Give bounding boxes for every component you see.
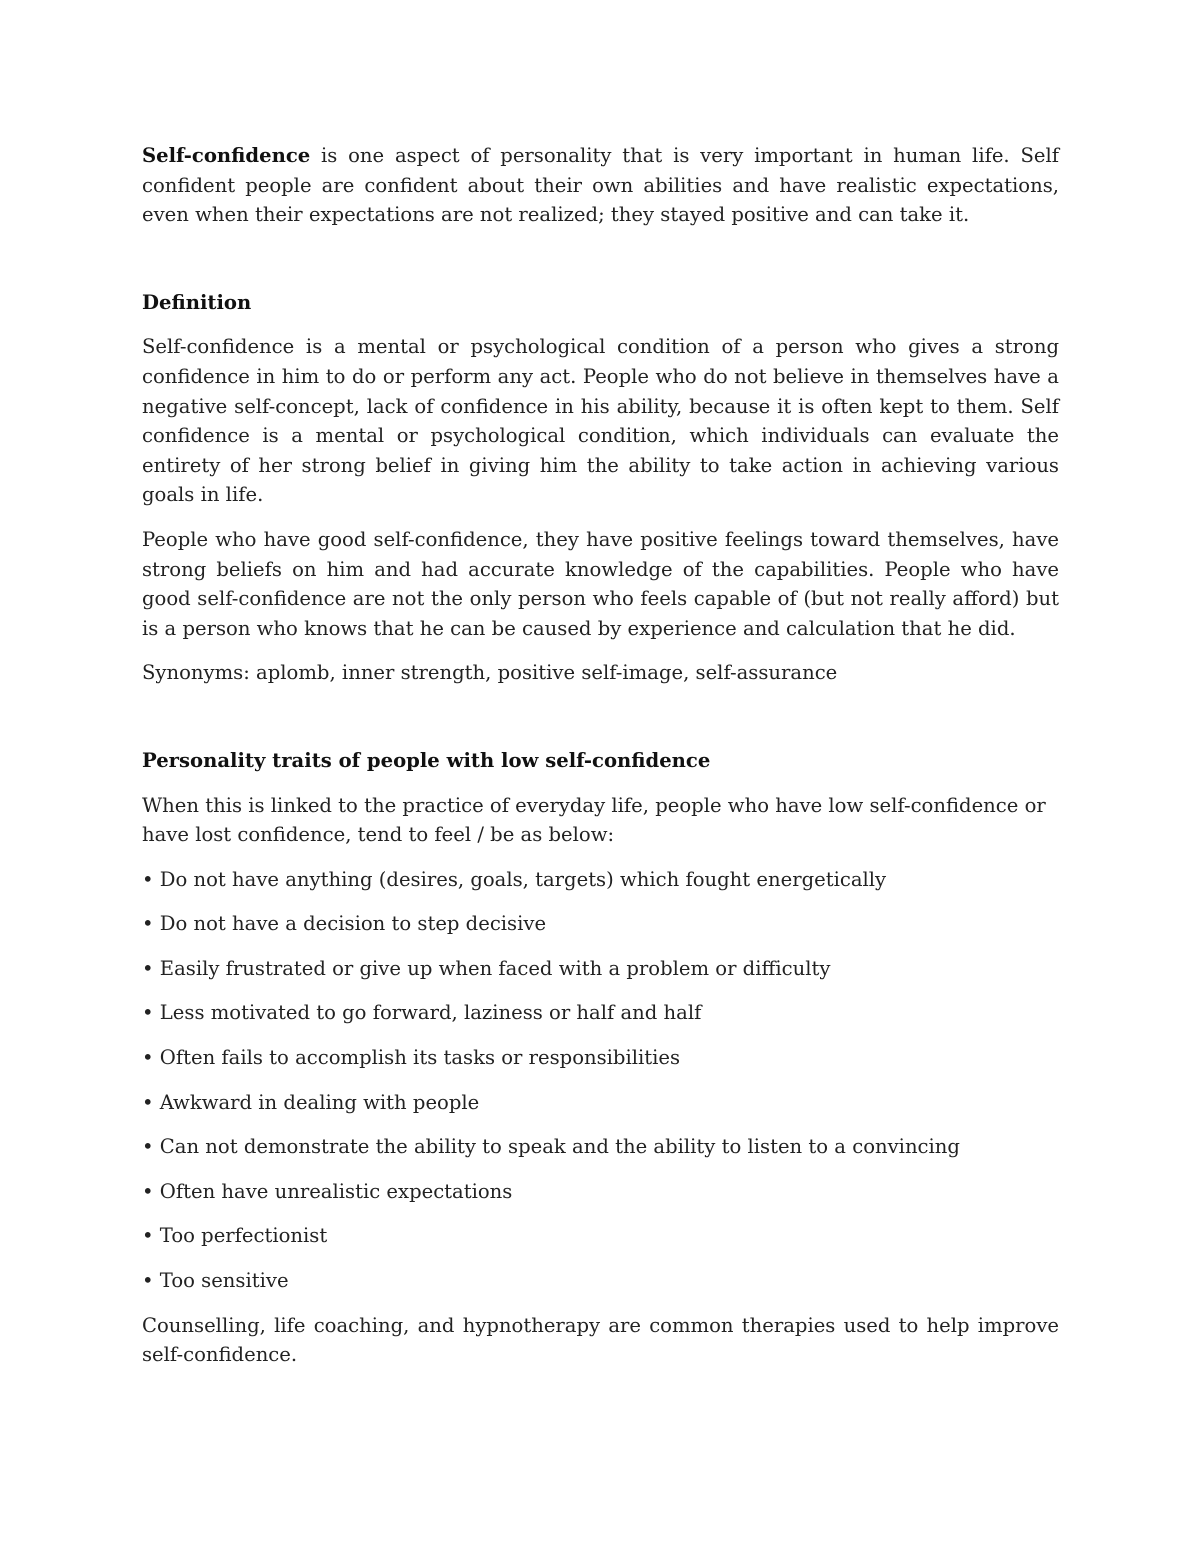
- list-item: • Can not demonstrate the ability to speak and the ability to listen to a convincing: [142, 1135, 960, 1159]
- list-item: • Less motivated to go forward, laziness or half and half: [142, 1001, 702, 1025]
- synonyms-line: Synonyms: aplomb, inner strength, positive self-image, self-assurance: [142, 661, 838, 685]
- list-item: • Too sensitive: [142, 1269, 289, 1293]
- traits-heading: Personality traits of people with low self-confidence: [142, 748, 711, 772]
- intro-term: Self-confidence: [142, 144, 311, 167]
- list-item: • Often have unrealistic expectations: [142, 1179, 513, 1203]
- list-item: • Often fails to accomplish its tasks or responsibilities: [142, 1046, 681, 1070]
- traits-intro: When this is linked to the practice of everyday life, people who have low self-confidence or have lost confidence, tend to feel / be as below:: [142, 793, 1046, 847]
- list-item: • Awkward in dealing with people: [142, 1090, 480, 1114]
- closing-paragraph: Counselling, life coaching, and hypnotherapy are common therapies used to help improve self-confidence.: [142, 1313, 1059, 1367]
- list-item: • Too perfectionist: [142, 1224, 328, 1248]
- list-item: • Do not have a decision to step decisive: [142, 912, 547, 936]
- intro-text: is one aspect of personality that is very important in human life. Self confident people are confident about their own abilities and have realistic expectations, even when their expectations are not realized; they stayed positive and can take it.: [142, 144, 1059, 227]
- traits-list: [142, 865, 1059, 1296]
- definition-paragraph-1: Self-confidence is a mental or psychological condition of a person who gives a strong confidence in him to do or perform any act. People who do not believe in themselves have a negative self-concept, lack of confidence in his ability, because it is often kept to them. Self confidence is a mental or psychological condition, which individuals can evaluate the entirety of her strong belief in giving him the ability to take action in achieving various goals in life.: [142, 335, 1059, 507]
- list-item: • Do not have anything (desires, goals, targets) which fought energetically: [142, 867, 887, 891]
- definition-heading: Definition: [142, 290, 252, 314]
- list-item: • Easily frustrated or give up when faced with a problem or difficulty: [142, 956, 831, 980]
- definition-paragraph-2: People who have good self-confidence, they have positive feelings toward themselves, have strong beliefs on him and had accurate knowledge of the capabilities. People who have good self-confidence are not the only person who feels capable of (but not really afford) but is a person who knows that he can be caused by experience and calculation that he did.: [142, 527, 1059, 640]
- intro-paragraph: [142, 141, 1059, 230]
